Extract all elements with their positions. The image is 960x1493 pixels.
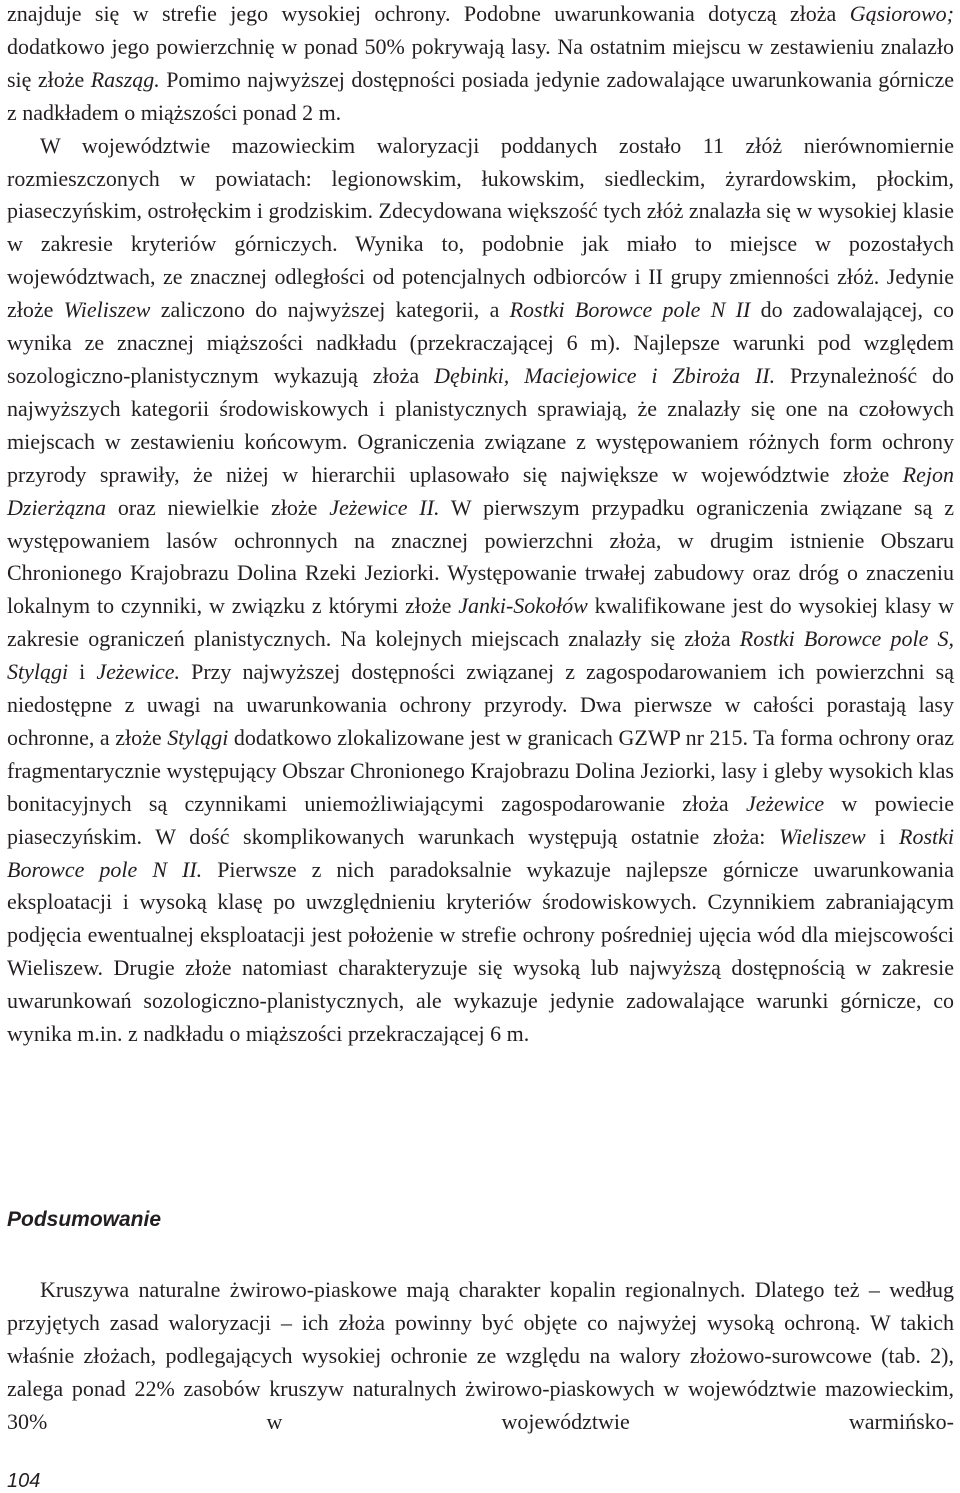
text-run: dodatkowo jego powierzchnię w ponad 50% pokrywają lasy. Na ostatnim miejscu w zestawieniu znalazło się złoże bbox=[7, 33, 954, 92]
text-run: i bbox=[865, 823, 899, 849]
text-run: W pierwszym przypadku ograniczenia związane są z występowaniem lasów ochronnych na znacznej powierzchni złoża, w drugim istnienie Obszaru Chronionego Krajobrazu Dolina Rzeki Jeziorki. Występowanie trwałej zabudowy oraz dróg o znaczeniu lokalnym to czynniki, w związku z którymi złoże bbox=[7, 494, 954, 619]
paragraph-2 bbox=[7, 130, 954, 1051]
text-run: Kruszywa naturalne żwirowo-piaskowe mają charakter kopalin regionalnych. Dlatego też – według przyjętych zasad waloryzacji – ich złoża powinny być objęte co najwyżej wysoką ochroną. W takich właśnie złożach, podlegających wysokiej ochronie ze względu na walory złożowo-surowcowe (tab. 2), zalega ponad 22% zasobów kruszyw naturalnych żwirowo-piaskowych w województwie mazowieckim, 30% w województwie warmińsko- bbox=[7, 1277, 954, 1434]
paragraph-1 bbox=[7, 0, 954, 130]
body-text-summary bbox=[7, 1274, 954, 1439]
text-run: Pomimo najwyższej dostępności posiada jedynie zadowalające uwarunkowania górnicze z nadkładem o miąższości ponad 2 m. bbox=[7, 66, 954, 125]
italic-run: Wieliszew bbox=[63, 297, 151, 323]
section-heading: Podsumowanie bbox=[7, 1208, 162, 1231]
italic-run: Jeżewice. bbox=[96, 659, 181, 685]
text-run: Przy najwyższej dostępności związanej z zagospodarowaniem ich powierzchni są niedostępne z uwagi na uwarunkowania ochrony przyrody. Dwa pierwsze w całości porastają lasy ochronne, a złoże bbox=[7, 659, 954, 750]
text-run: znajduje się w strefie jego wysokiej ochrony. Podobne uwarunkowania dotyczą złoża bbox=[7, 1, 850, 26]
paragraph-3 bbox=[7, 1274, 954, 1439]
italic-run: Rejon Dzierżązna bbox=[7, 461, 954, 520]
text-run: w powiecie piaseczyńskim. W dość skomplikowanych warunkach występują ostatnie złoża: bbox=[7, 790, 954, 849]
italic-run: Stylągi bbox=[167, 724, 229, 750]
text-run: oraz niewielkie złoże bbox=[106, 494, 330, 520]
italic-run: Rostki Borowce pole N II. bbox=[7, 823, 954, 882]
text-run: i bbox=[68, 659, 97, 685]
page-number: 104 bbox=[7, 1470, 41, 1492]
italic-run: Rostki Borowce pole N II bbox=[509, 297, 751, 323]
body-text-top bbox=[7, 0, 954, 1051]
italic-run: Janki-Sokołów bbox=[458, 593, 588, 619]
text-run: W województwie mazowieckim waloryzacji poddanych zostało 11 złóż nierównomiernie rozmieszczonych w powiatach: legionowskim, łukowskim, siedleckim, żyrardowskim, płockim, piaseczyńskim, ostrołęckim i grodziskim. Zdecydowana większość tych złóż znalazła się w wysokiej klasie w zakresie kryteriów górniczych. Wynika to, podobnie jak miało to miejsce w pozostałych województwach, ze znacznej odległości od potencjalnych odbiorców i II grupy zmienności złóż. Jedynie złoże bbox=[7, 132, 954, 323]
text-run: do zadowalającej, co wynika ze znacznej miąższości nadkładu (przekraczającej 6 m). Najlepsze warunki pod względem sozologiczno-planistycznym wykazują złoża bbox=[7, 297, 954, 388]
italic-run: Gąsiorowo; bbox=[849, 1, 954, 26]
italic-run: Wieliszew bbox=[778, 823, 866, 849]
italic-run: Jeżewice bbox=[745, 790, 825, 816]
text-run: Przynależność do najwyższych kategorii środowiskowych i planistycznych sprawiają, że znalazły się one na czołowych miejscach w zestawieniu końcowym. Ograniczenia związane z występowaniem różnych form ochrony przyrody sprawiły, że niżej w hierarchii uplasowało się największe w województwie złoże bbox=[7, 362, 954, 487]
text-run: zaliczono do najwyższej kategorii, a bbox=[150, 297, 510, 323]
italic-run: Jeżewice II. bbox=[329, 494, 440, 520]
text-run: kwalifikowane jest do wysokiej klasy w zakresie ograniczeń planistycznych. Na kolejnych miejscach znalazły się złoża bbox=[7, 593, 954, 652]
italic-run: Rasząg. bbox=[90, 66, 160, 92]
text-run: Pierwsze z nich paradoksalnie wykazuje najlepsze górnicze uwarunkowania eksploatacji i wysoką klasę po uwzględnieniu kryteriów środowiskowych. Czynnikiem zabraniającym podjęcia ewentualnej eksploatacji jest położenie w strefie ochrony pośredniej ujęcia wód dla miejscowości Wieliszew. Drugie złoże natomiast charakteryzuje się wysoką lub najwyższą dostępnością w zakresie uwarunkowań sozologiczno-planistycznych, ale wykazuje jedynie zadowalające warunki górnicze, co wynika m.in. z nadkładu o miąższości przekraczającej 6 m. bbox=[7, 856, 954, 1047]
italic-run: Rostki Borowce pole S, Stylągi bbox=[7, 626, 954, 685]
text-run: dodatkowo zlokalizowane jest w granicach GZWP nr 215. Ta forma ochrony oraz fragmentarycznie występujący Obszar Chronionego Krajobrazu Dolina Jeziorki, lasy i gleby wysokich klas bonitacyjnych są czynnikami uniemożliwiającymi zagospodarowanie złoża bbox=[7, 724, 954, 816]
italic-run: Dębinki, Maciejowice i Zbiroża II. bbox=[434, 362, 776, 388]
